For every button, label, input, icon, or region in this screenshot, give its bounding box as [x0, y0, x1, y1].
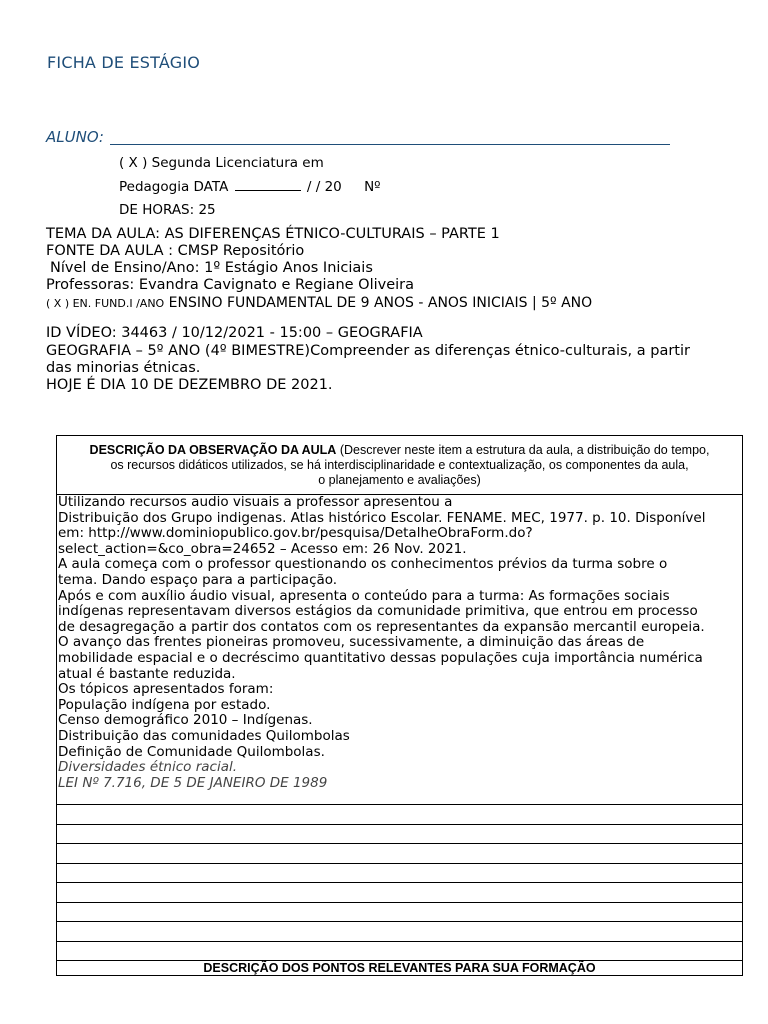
numero-label: Nº: [364, 179, 381, 195]
blank-row[interactable]: [57, 844, 743, 864]
blank-row[interactable]: [57, 863, 743, 883]
observacao-header-note3: o planejamento e avaliações): [318, 472, 481, 487]
observacao-body[interactable]: [57, 495, 743, 805]
page-title: FICHA DE ESTÁGIO: [47, 53, 201, 72]
data-label: Pedagogia DATA: [119, 179, 229, 195]
date-text: / / 20: [306, 179, 342, 195]
observacao-header-note2: os recursos didáticos utilizados, se há interdisciplinaridade e contextualização, os componentes da aula,: [110, 457, 689, 472]
blank-row[interactable]: [57, 824, 743, 844]
observacao-line: A aula começa com o professor questionando os conhecimentos prévios da turma sobre o: [58, 556, 668, 573]
observacao-header-title: DESCRIÇÃO DA OBSERVAÇÃO DA AULA: [89, 442, 337, 457]
observacao-line: Censo demográfico 2010 – Indígenas.: [58, 712, 313, 729]
observacao-line: select_action=&co_obra=24652 – Acesso em: 26 Nov. 2021.: [58, 540, 467, 557]
observacao-line: Após e com auxílio áudio visual, apresenta o conteúdo para a turma: As formações sociais: [58, 587, 670, 604]
aluno-label: ALUNO:: [46, 128, 104, 146]
observacao-line: Os tópicos apresentados foram:: [58, 681, 274, 698]
id-video: ID VÍDEO: 34463 / 10/12/2021 - 15:00 – GEOGRAFIA: [46, 325, 423, 341]
observacao-line: População indígena por estado.: [58, 696, 271, 713]
geografia-descricao: GEOGRAFIA – 5º ANO (4º BIMESTRE)Compreender as diferenças étnico-culturais, a partir das minorias étnicas.: [46, 343, 690, 376]
ensino-text: ENSINO FUNDAMENTAL DE 9 ANOS - ANOS INICIAIS | 5º ANO: [168, 295, 593, 311]
observacao-line: Definição de Comunidade Quilombolas.: [58, 743, 325, 760]
fonte-da-aula: FONTE DA AULA : CMSP Repositório: [46, 243, 305, 259]
observacao-line: atual é bastante reduzida.: [58, 665, 236, 682]
aluno-input-line[interactable]: [110, 144, 670, 145]
observacao-line: de desagregação a partir dos contatos com os representantes da expansão mercantil europeia.: [58, 618, 705, 635]
option-segunda-licenciatura: ( X ) Segunda Licenciatura em: [119, 155, 324, 171]
observacao-line: Distribuição dos Grupo indigenas. Atlas histórico Escolar. FENAME. MEC, 1977. p. 10. Disponível: [58, 509, 706, 526]
horas-label: DE HORAS: 25: [119, 202, 216, 218]
blank-row[interactable]: [57, 902, 743, 922]
blank-row[interactable]: [57, 883, 743, 903]
ensino-line: [46, 295, 592, 311]
observacao-line: em: http://www.dominiopublico.gov.br/pesquisa/DetalheObraForm.do?: [58, 525, 533, 542]
tema-da-aula: TEMA DA AULA: AS DIFERENÇAS ÉTNICO-CULTURAIS – PARTE 1: [46, 226, 500, 242]
hoje-data: HOJE É DIA 10 DE DEZEMBRO DE 2021.: [46, 377, 333, 393]
observacao-header: [57, 436, 743, 495]
data-blank[interactable]: [235, 190, 301, 191]
blank-row[interactable]: [57, 922, 743, 942]
observacao-line: Utilizando recursos audio visuais a professor apresentou a: [58, 494, 453, 510]
blank-row[interactable]: [57, 805, 743, 825]
observacao-line: Distribuição das comunidades Quilombolas: [58, 727, 350, 744]
nivel-de-ensino: Nível de Ensino/Ano: 1º Estágio Anos Iniciais: [50, 260, 373, 276]
pontos-relevantes-header: DESCRIÇÃO DOS PONTOS RELEVANTES PARA SUA FORMAÇÃO: [57, 961, 743, 976]
option-data-line: [119, 179, 381, 195]
observacao-table: [56, 435, 743, 976]
observacao-header-note1: (Descrever neste item a estrutura da aula, a distribuição do tempo,: [339, 442, 710, 457]
blank-row[interactable]: [57, 941, 743, 961]
ensino-checkbox-label: ( X ) EN. FUND.I /ANO: [46, 297, 165, 310]
observacao-line: indígenas representavam diversos estágios da comunidade primitiva, que entrou em processo: [58, 603, 698, 620]
observacao-italic-line: LEI Nº 7.716, DE 5 DE JANEIRO DE 1989: [58, 774, 328, 791]
observacao-line: mobilidade espacial e o decréscimo quantitativo dessas populações cuja importância numérica: [58, 649, 703, 666]
observacao-italic-line: Diversidades étnico racial.: [58, 759, 238, 776]
professoras: Professoras: Evandra Cavignato e Regiane Oliveira: [46, 277, 415, 293]
observacao-line: O avanço das frentes pioneiras promoveu, sucessivamente, a diminuição das áreas de: [58, 634, 645, 651]
observacao-line: tema. Dando espaço para a participação.: [58, 571, 338, 588]
